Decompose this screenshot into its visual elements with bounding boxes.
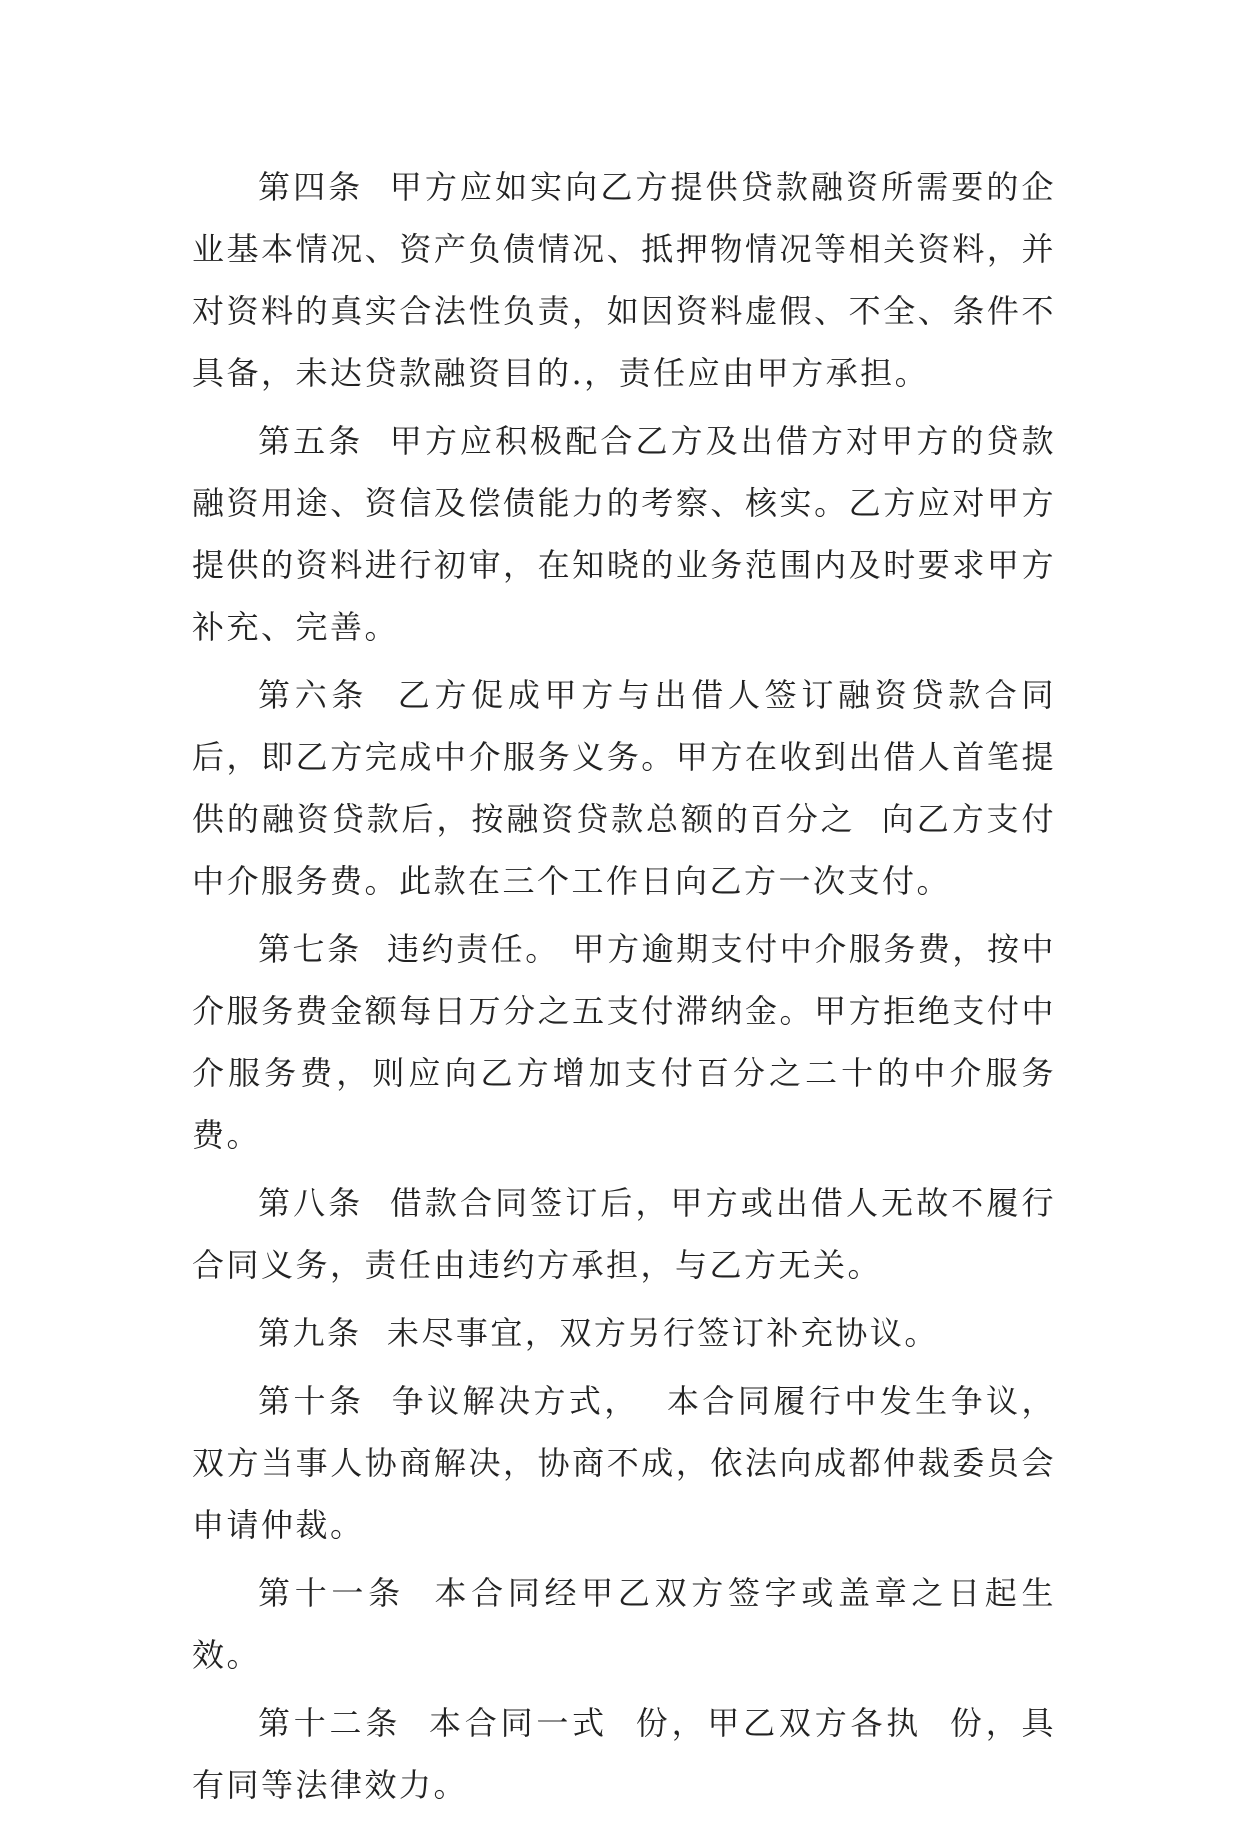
article-4: 第四条 甲方应如实向乙方提供贷款融资所需要的企业基本情况、资产负债情况、抵押物情况等相关资料，并对资料的真实合法性负责，如因资料虚假、不全、条件不具备，未达贷款融资目的.，责任应由甲方承担。 (192, 168, 1056, 392)
article-5: 第五条 甲方应积极配合乙方及出借方对甲方的贷款融资用途、资信及偿债能力的考察、核实。乙方应对甲方提供的资料进行初审，在知晓的业务范围内及时要求甲方补充、完善。 (192, 422, 1056, 646)
article-7: 第七条 违约责任。 甲方逾期支付中介服务费，按中介服务费金额每日万分之五支付滞纳金。甲方拒绝支付中介服务费，则应向乙方增加支付百分之二十的中介服务费。 (192, 930, 1056, 1154)
article-6: 第六条 乙方促成甲方与出借人签订融资贷款合同后，即乙方完成中介服务义务。甲方在收到出借人首笔提供的融资贷款后，按融资贷款总额的百分之 向乙方支付中介服务费。此款在三个工作日向乙方一次支付。 (192, 676, 1056, 900)
article-11: 第十一条 本合同经甲乙双方签字或盖章之日起生效。 (192, 1574, 1056, 1674)
article-8: 第八条 借款合同签订后，甲方或出借人无故不履行合同义务，责任由违约方承担，与乙方无关。 (192, 1184, 1056, 1284)
contract-body (192, 156, 1056, 1822)
article-9: 第九条 未尽事宜，双方另行签订补充协议。 (258, 1314, 939, 1352)
article-10: 第十条 争议解决方式， 本合同履行中发生争议，双方当事人协商解决，协商不成，依法向成都仲裁委员会申请仲裁。 (192, 1382, 1056, 1544)
article-12: 第十二条 本合同一式 份，甲乙双方各执 份，具有同等法律效力。 (192, 1704, 1056, 1804)
